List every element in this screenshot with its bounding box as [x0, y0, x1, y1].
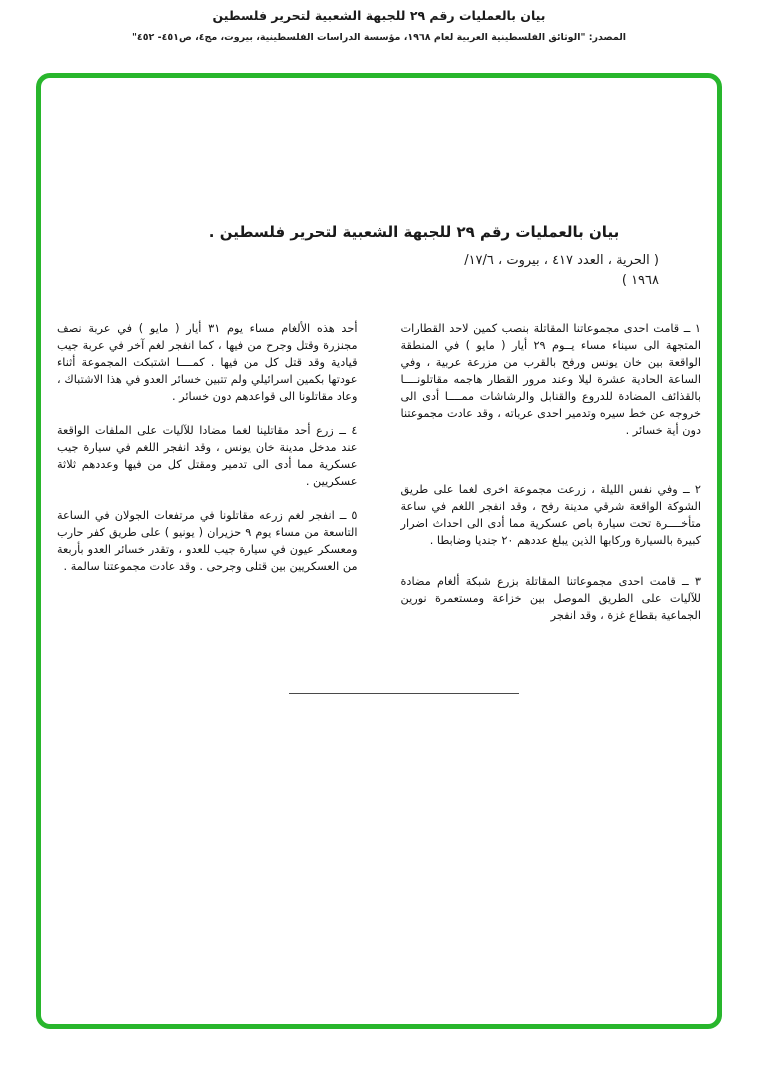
paragraph-2: ٢ ــ وفي نفس الليلة ، زرعت مجموعة اخرى لغما على طريق الشوكة الواقعة شرقي مدينة رفح ، وقد انفجر اللغم في ساعة متأخــــرة تحت سيارة باص عسكرية مما أدى الى احداث اضرار كبيرة بالسيارة وركابها الذين يبلغ عددهم ٢٠ جنديا وضابطا . — [400, 483, 701, 547]
text-columns — [41, 320, 717, 641]
divider-wrap — [41, 693, 717, 694]
document-subtitle — [41, 251, 717, 290]
paragraph-3-continuation: أحد هذه الألغام مساء يوم ٣١ أيار ( مايو ) في عربة نصف مجنزرة وقتل وجرح من فيها ، كما انفجر لغم آخر في عربة جيب قيادية وقد قتل كل من فيها . كمــــا اشتبكت المجموعة أثناء عودتها بكمين اسرائيلي ولم تتبين خسائر العدو في هذا الاشتباك ، وعاد مقاتلونا الى قواعدهم دون خسائر . — [57, 322, 358, 403]
source-line: المصدر: "الوثائق الفلسطينية العربية لعام ١٩٦٨، مؤسسة الدراسات الفلسطينية، بيروت، مج٤، ص٤٥١- ٤٥٢" — [131, 32, 627, 43]
page-header — [0, 0, 758, 43]
divider-line — [289, 693, 519, 694]
paragraph-1: ١ ــ قامت احدى مجموعاتنا المقاتلة بنصب كمين لاحد القطارات المتجهة الى سيناء مساء يــوم ٢٩ أيار ( مايو ) في المنطقة الواقعة بين خان يونس ورفح بالقرب من مزرعة عربية ، وفي الساعة الحادية عشرة ليلا وعند مرور القطار هاجمه مقاتلونــــا بالقذائف المضادة للدروع والقنابل والرشاشات ممــــا أدى الى خروجه عن خط سيره وتدمير احدى عرباته ، وقد عادت مجموعتنا دون أية خسائر . — [400, 322, 701, 437]
document-title: بيان بالعمليات رقم ٢٩ للجبهة الشعبية لتحرير فلسطين . — [208, 223, 620, 241]
document-subtitle-line2: ١٩٦٨ ) — [621, 272, 659, 288]
paragraph-3: ٣ ــ قامت احدى مجموعاتنا المقاتلة بزرع شبكة ألغام مضادة للآليات على الطريق الموصل بين خزاعة ومستعمرة نورين الجماعية بقطاع غزة ، وقد انفجر — [400, 575, 701, 622]
document-frame — [36, 73, 722, 1029]
column-right — [401, 320, 702, 641]
document-subtitle-line1: ( الحرية ، العدد ٤١٧ ، بيروت ، ١٧/٦/ — [464, 253, 659, 268]
page-header-title: بيان بالعمليات رقم ٢٩ للجبهة الشعبية لتحرير فلسطين — [212, 8, 546, 23]
paragraph-5: ٥ ــ انفجر لغم زرعه مقاتلونا في مرتفعات الجولان في الساعة التاسعة من مساء يوم ٩ حزيران ( يونيو ) على طريق كفر حارب ومعسكر عيون في سيارة جيب للعدو ، وتقدر خسائر العدو بأربعة من العسكريين بين قتلى وجرحى . وقد عادت مجموعتنا سالمة . — [57, 509, 358, 573]
column-left — [57, 320, 358, 641]
document-page — [41, 78, 717, 1024]
paragraph-4: ٤ ــ زرع أحد مقاتلينا لغما مضادا للآليات على الملفات الواقعة عند مدخل مدينة خان يونس ، وقد انفجر اللغم في سيارة جيب عسكرية مما أدى الى تدمير ومقتل كل من فيها وعددهم ثلاثة عسكريين . — [57, 424, 358, 488]
